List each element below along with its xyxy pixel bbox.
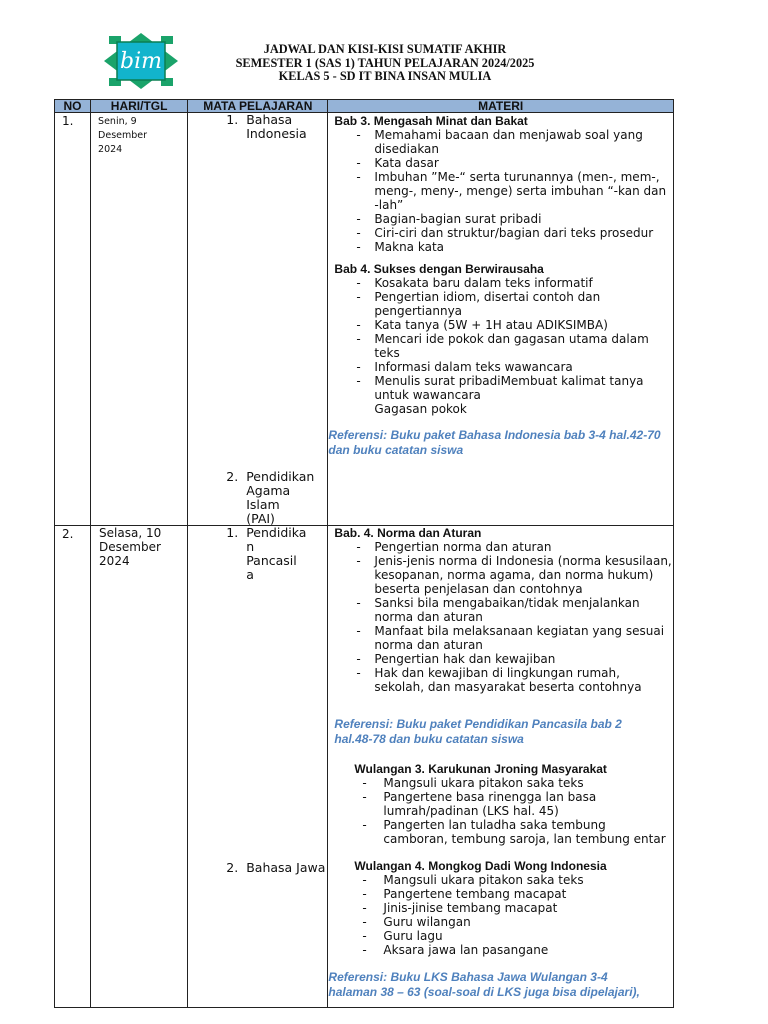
list-item: - Sanksi bila mengabaikan/tidak menjalankan norma dan aturan [334,596,673,624]
table-header-row [55,100,674,113]
list-item: - Memahami bacaan dan menjawab soal yang disediakan [334,128,673,156]
list-item: - Mangsuli ukara pitakon saka teks [334,776,673,790]
subject-pai: 2. Pendidikan Agama Islam (PAI) [226,469,315,526]
bab3-title: Bab 3. Mengasah Minat dan Bakat [334,114,528,128]
header-hari: HARI/TGL [91,100,188,113]
schedule-table [54,99,674,1008]
header-no: NO [55,100,91,113]
norma-list [334,540,673,694]
list-item: - Imbuhan ”Me-“ serta turunannya (men-, mem-, meng-, meny-, menge) serta imbuhan “-kan dan -lah” [334,170,673,212]
row1-materi [328,113,674,526]
norma-block [328,526,673,694]
bab4-extra: Gagasan pokok [374,402,467,416]
bab4-block [328,262,673,416]
list-item: - Kata tanya (5W + 1H atau ADIKSIMBA) [334,318,673,332]
list-item: - Pangertene tembang macapat [334,887,673,901]
list-item: - Manfaat bila melaksanaan kegiatan yang sesuai norma dan aturan [334,624,673,652]
list-item: - Makna kata [334,240,673,254]
row1-no: 1. [55,113,91,526]
list-item: - Pangerten lan tuladha saka tembung camboran, tembung saroja, lan tembung entar [334,818,673,846]
row2-hari: Selasa, 10 Desember 2024 [91,526,188,1008]
header-mapel: MATA PELAJARAN [188,100,328,113]
document-header [160,43,610,84]
row1-mapel [188,113,328,526]
table-row [55,113,674,526]
wulangan3-list [334,776,673,846]
list-item: - Pengertian norma dan aturan [334,540,673,554]
list-item: - Bagian-bagian surat pribadi [334,212,673,226]
subject-bahasa-jawa: 2. Bahasa Jawa [226,860,326,875]
bab3-list [334,128,673,254]
list-item: - Menulis surat pribadiMembuat kalimat tanya untuk wawancara [334,374,673,402]
list-item: - Pangertene basa rinengga lan basa lumrah/padinan (LKS hal. 45) [334,790,673,818]
wulangan3-block [328,762,673,846]
wulangan4-block [328,859,673,957]
list-item: - Informasi dalam teks wawancara [334,360,673,374]
bab3-block [328,114,673,254]
list-item: - Jinis-jinise tembang macapat [334,901,673,915]
wulangan4-list [334,873,673,957]
list-item: - Jenis-jenis norma di Indonesia (norma kesusilaan, kesopanan, norma agama, dan norma hukum) beserta penjelasan dan contohnya [334,554,673,596]
list-item: - Kata dasar [334,156,673,170]
row2-materi [328,526,674,1008]
list-item: - Guru lagu [334,929,673,943]
row1-hari: Senin, 9 Desember 2024 [91,113,188,526]
header-line-3: KELAS 5 - SD IT BINA INSAN MULIA [278,69,492,84]
wulangan3-title: Wulangan 3. Karukunan Jroning Masyarakat [354,762,607,776]
table-row [55,526,674,1008]
header-materi: MATERI [328,100,674,113]
list-item: - Hak dan kewajiban di lingkungan rumah, sekolah, dan masyarakat beserta contohnya [334,666,673,694]
subject-bahasa-indonesia: 1. Bahasa Indonesia [226,112,307,141]
reference-bahasa-indonesia: Referensi: Buku paket Bahasa Indonesia bab 3-4 hal.42-70 dan buku catatan siswa [328,428,661,457]
reference-pancasila: Referensi: Buku paket Pendidikan Pancasila bab 2 hal.48-78 dan buku catatan siswa [334,717,622,746]
reference-bahasa-jawa: Referensi: Buku LKS Bahasa Jawa Wulangan 3-4 halaman 38 – 63 (soal-soal di LKS juga bisa dipelajari), [328,970,640,999]
bab4-title: Bab 4. Sukses dengan Berwirausaha [334,262,544,276]
logo-text: bim [120,49,162,74]
row2-mapel [188,526,328,1008]
list-item: - Pengertian hak dan kewajiban [334,652,673,666]
header-line-2: SEMESTER 1 (SAS 1) TAHUN PELAJARAN 2024/2025 [235,55,535,70]
wulangan4-title: Wulangan 4. Mongkog Dadi Wong Indonesia [354,859,607,873]
header-line-1: JADWAL DAN KISI-KISI SUMATIF AKHIR [263,42,507,56]
list-item: - Mangsuli ukara pitakon saka teks [334,873,673,887]
list-item: - Pengertian idiom, disertai contoh dan pengertiannya [334,290,673,318]
row2-no: 2. [55,526,91,1008]
norma-title: Bab. 4. Norma dan Aturan [334,526,482,540]
list-item: - Mencari ide pokok dan gagasan utama dalam teks [334,332,673,360]
list-item: - Aksara jawa lan pasangane [334,943,673,957]
subject-pendidikan-pancasila: 1. Pendidika n Pancasil a [226,525,307,582]
list-item: - Ciri-ciri dan struktur/bagian dari teks prosedur [334,226,673,240]
bab4-list [334,276,673,402]
list-item: - Guru wilangan [334,915,673,929]
list-item: - Kosakata baru dalam teks informatif [334,276,673,290]
